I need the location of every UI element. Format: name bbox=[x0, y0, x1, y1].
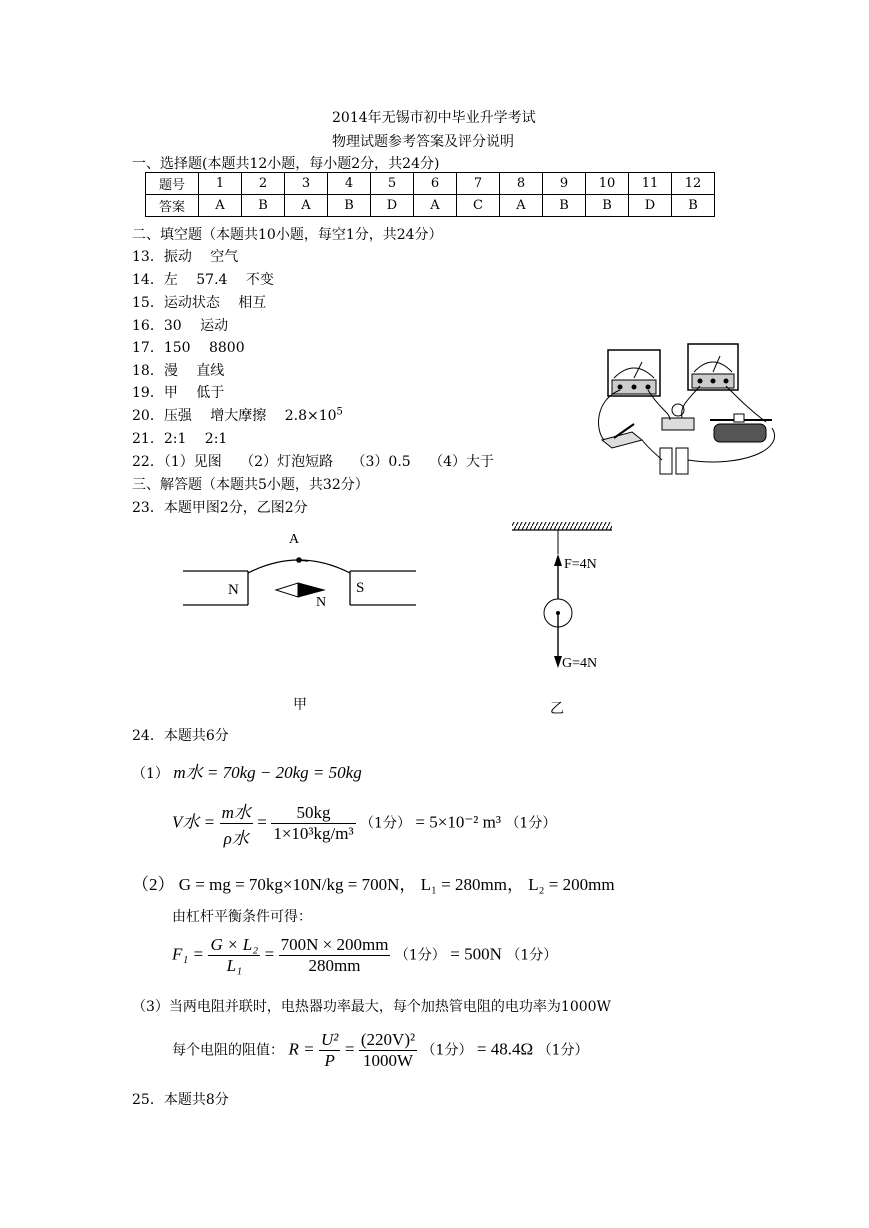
table-cell: B bbox=[586, 195, 629, 217]
figure-caption-jia: 甲 bbox=[293, 697, 307, 713]
score-note: （1分） bbox=[505, 815, 557, 832]
list-item: 15．运动状态 相互 bbox=[132, 295, 267, 311]
result: = 5×10⁻² m³ bbox=[415, 812, 501, 832]
list-item-text: 20．压强 增大摩擦 2.8×10 bbox=[132, 408, 337, 424]
ammeter-icon bbox=[608, 350, 660, 396]
denominator: 1000W bbox=[362, 1051, 414, 1070]
equation-lhs: V水 = bbox=[172, 812, 216, 832]
list-item: 22．（1）见图 （2）灯泡短路 （3）0.5 （4）大于 bbox=[132, 454, 495, 470]
list-item: 18．漫 直线 bbox=[132, 363, 225, 379]
list-item: 13．振动 空气 bbox=[132, 249, 239, 265]
q24-part3-resistance: 每个电阻的阻值： R = $\frac{\text{U²}}{P}$ = $\frac{\text{(220V)²}}{1000W}$ （1分） = 48.4Ω （1分） bbox=[172, 1030, 589, 1070]
equation: （2） G = mg = 70kg×10N/kg = 700N， L₁ = 280mm， L₂ = 200mm bbox=[132, 875, 615, 894]
denominator: ρ水 bbox=[223, 829, 249, 848]
table-cell: 答案 bbox=[146, 195, 199, 217]
voltmeter-icon bbox=[688, 344, 738, 390]
question-24: 24．本题共6分 bbox=[132, 728, 229, 744]
equation-lhs: R = bbox=[288, 1039, 315, 1059]
table-cell: 11 bbox=[629, 173, 672, 195]
score-note: （1分） bbox=[506, 947, 558, 964]
table-cell: C bbox=[457, 195, 500, 217]
text-prefix: 每个电阻的阻值： bbox=[172, 1042, 284, 1059]
numerator: (220V)² bbox=[360, 1030, 416, 1049]
table-cell: A bbox=[500, 195, 543, 217]
table-cell: 8 bbox=[500, 173, 543, 195]
list-item: 16．30 运动 bbox=[132, 318, 229, 334]
fraction bbox=[279, 935, 391, 976]
label-a: A bbox=[289, 532, 300, 547]
denominator: 1×10³kg/m³ bbox=[273, 824, 354, 843]
fraction bbox=[359, 1030, 417, 1071]
fraction bbox=[319, 1030, 340, 1071]
part-prefix: （1） bbox=[132, 766, 169, 782]
label-s-pole: S bbox=[356, 580, 365, 596]
q24-part2-force: F₁ = $\frac{\text{G × L₂}}{\text{L₁}}$ = $\frac{700N \times 200mm}{280mm}$ （1分） = 500N （1分） bbox=[172, 935, 558, 975]
table-row bbox=[146, 173, 715, 195]
table-cell: 6 bbox=[414, 173, 457, 195]
numerator: 50kg bbox=[271, 803, 355, 824]
force-label-up: F=4N bbox=[564, 557, 597, 572]
question-23: 23．本题甲图2分，乙图2分 bbox=[132, 500, 308, 516]
denominator: L₁ bbox=[226, 956, 242, 975]
score-note: （1分） bbox=[421, 1042, 473, 1059]
numerator: m水 bbox=[220, 798, 253, 824]
circuit-diagram bbox=[590, 340, 800, 480]
list-item: 14．左 57.4 不变 bbox=[132, 272, 274, 288]
table-cell: A bbox=[414, 195, 457, 217]
question-25: 25．本题共8分 bbox=[132, 1092, 229, 1108]
score-note: （1分） bbox=[394, 947, 446, 964]
list-item: 17．150 8800 bbox=[132, 340, 245, 356]
denominator: 280mm bbox=[308, 956, 361, 975]
table-cell: 5 bbox=[371, 173, 414, 195]
list-item: 21．2:1 2:1 bbox=[132, 431, 228, 447]
pendulum-figure bbox=[508, 518, 618, 678]
fraction bbox=[208, 935, 260, 976]
section1-heading: 一、选择题(本题共12小题，每小题2分，共24分) bbox=[132, 156, 440, 172]
list-item bbox=[132, 405, 343, 425]
fraction bbox=[271, 803, 355, 844]
denominator: P bbox=[324, 1051, 335, 1070]
battery-icon bbox=[660, 448, 688, 474]
list-item: 19．甲 低于 bbox=[132, 385, 225, 401]
result: = 500N bbox=[450, 944, 502, 964]
page-subtitle: 物理试题参考答案及评分说明 bbox=[332, 134, 514, 150]
table-cell: A bbox=[285, 195, 328, 217]
magnet-figure bbox=[180, 525, 420, 625]
table-cell: 9 bbox=[543, 173, 586, 195]
q24-part3-line: （3）当两电阻并联时，电热器功率最大，每个加热管电阻的电功率为1000W bbox=[132, 999, 611, 1015]
numerator: G × L₂ bbox=[210, 935, 259, 954]
score-note: （1分） bbox=[360, 815, 411, 832]
table-cell: 4 bbox=[328, 173, 371, 195]
q24-part2-line bbox=[132, 870, 615, 895]
force-label-down: G=4N bbox=[562, 656, 598, 671]
table-cell: B bbox=[328, 195, 371, 217]
page-title: 2014年无锡市初中毕业升学考试 bbox=[332, 110, 536, 126]
rheostat-icon bbox=[710, 414, 772, 442]
section2-heading: 二、填空题（本题共10小题，每空1分，共24分） bbox=[132, 227, 443, 243]
table-cell: D bbox=[371, 195, 414, 217]
label-needle-n: N bbox=[316, 595, 327, 610]
fraction bbox=[220, 798, 253, 849]
table-cell: 10 bbox=[586, 173, 629, 195]
score-note: （1分） bbox=[537, 1042, 589, 1059]
exponent: 5 bbox=[336, 406, 343, 418]
table-cell: B bbox=[543, 195, 586, 217]
q24-part1-line bbox=[132, 758, 362, 783]
label-n-pole: N bbox=[228, 582, 239, 598]
equation: m水 = 70kg − 20kg = 50kg bbox=[173, 763, 362, 782]
table-cell: 7 bbox=[457, 173, 500, 195]
table-cell: 3 bbox=[285, 173, 328, 195]
table-cell: 2 bbox=[242, 173, 285, 195]
numerator: U² bbox=[321, 1030, 339, 1049]
table-row bbox=[146, 195, 715, 217]
result: = 48.4Ω bbox=[476, 1039, 534, 1059]
numerator: 700N × 200mm bbox=[280, 935, 389, 954]
equation-lhs: F₁ = bbox=[172, 944, 205, 964]
table-cell: 题号 bbox=[146, 173, 199, 195]
table-cell: 12 bbox=[672, 173, 715, 195]
figure-caption-yi: 乙 bbox=[550, 701, 564, 717]
section3-heading: 三、解答题（本题共5小题，共32分） bbox=[132, 477, 369, 493]
q24-part2-text: 由杠杆平衡条件可得： bbox=[172, 909, 312, 925]
table-cell: D bbox=[629, 195, 672, 217]
table-cell: A bbox=[199, 195, 242, 217]
q24-part1-volume: V水 = $\frac{\text{m水}}{\text{ρ水}}$ = $\frac{50kg}{\text{1×10³kg/m³}}$ （1分） = 5×10⁻² m³ （1分） bbox=[172, 798, 556, 849]
answer-table bbox=[145, 172, 715, 217]
switch-icon bbox=[602, 424, 642, 448]
table-cell: B bbox=[672, 195, 715, 217]
bulb-icon bbox=[662, 404, 694, 430]
table-cell: B bbox=[242, 195, 285, 217]
table-cell: 1 bbox=[199, 173, 242, 195]
